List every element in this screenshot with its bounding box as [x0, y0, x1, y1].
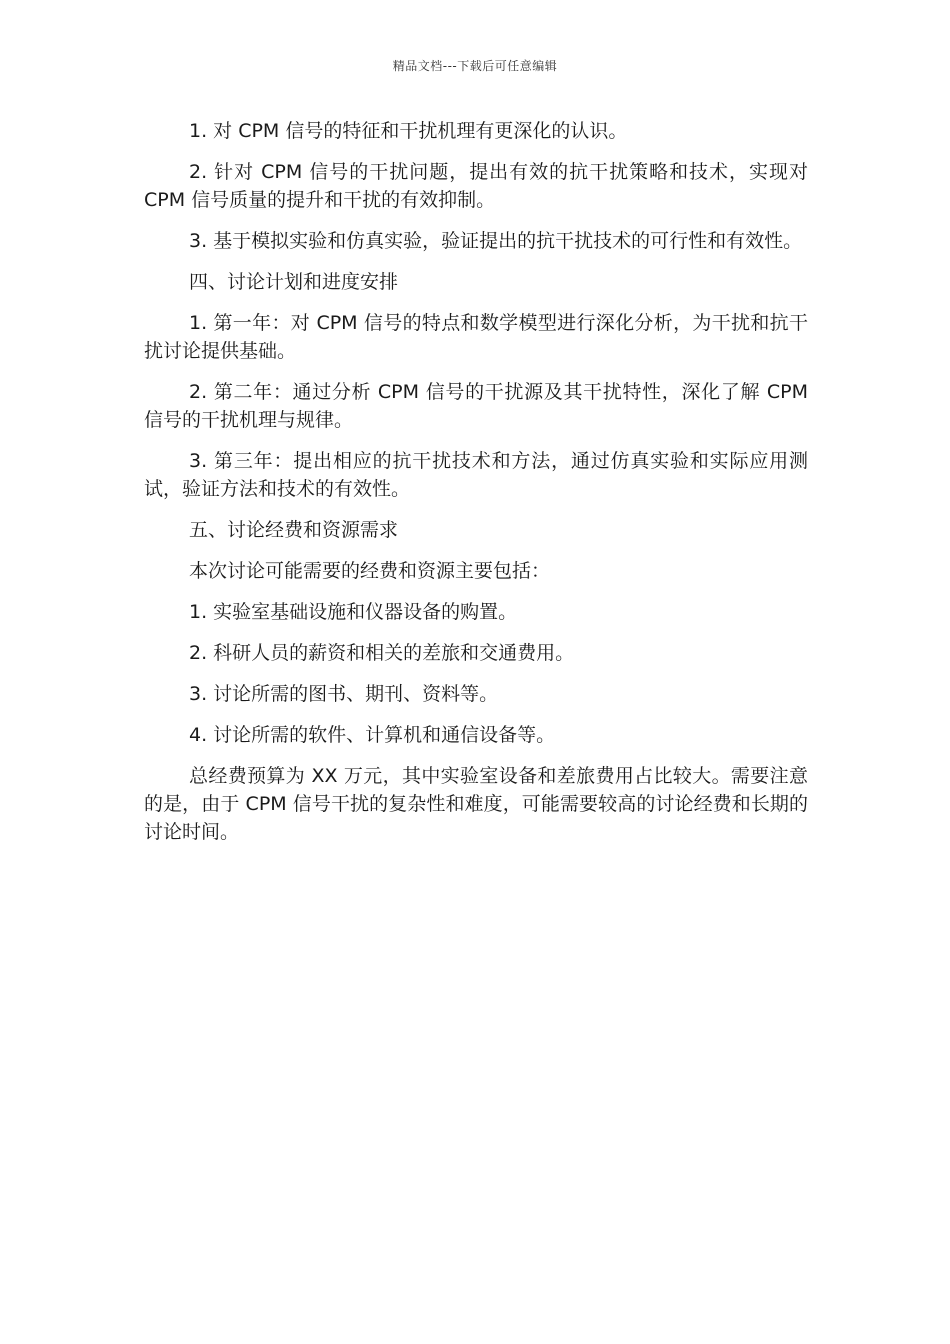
document-body: [144, 117, 808, 859]
paragraph-budget-item-3: 3. 讨论所需的图书、期刊、资料等。: [189, 683, 499, 705]
paragraph-budget-total: 总经费预算为 XX 万元，其中实验室设备和差旅费用占比较大。需要注意的是，由于 CPM 信号干扰的复杂性和难度，可能需要较高的讨论经费和长期的讨论时间。: [144, 765, 808, 843]
paragraph-goal-1: 1. 对 CPM 信号的特征和干扰机理有更深化的认识。: [189, 120, 628, 142]
section-heading-budget: 五、讨论经费和资源需求: [189, 519, 399, 541]
paragraph-budget-intro: 本次讨论可能需要的经费和资源主要包括：: [189, 560, 551, 582]
paragraph-goal-3: 3. 基于模拟实验和仿真实验，验证提出的抗干扰技术的可行性和有效性。: [189, 230, 803, 252]
paragraph-goal-2: 2. 针对 CPM 信号的干扰问题，提出有效的抗干扰策略和技术，实现对 CPM 信号质量的提升和干扰的有效抑制。: [144, 161, 808, 211]
section-heading-schedule: 四、讨论计划和进度安排: [189, 271, 399, 293]
paragraph-year-2: 2. 第二年：通过分析 CPM 信号的干扰源及其干扰特性，深化了解 CPM 信号的干扰机理与规律。: [144, 381, 808, 431]
paragraph-budget-item-1: 1. 实验室基础设施和仪器设备的购置。: [189, 601, 518, 623]
paragraph-budget-item-4: 4. 讨论所需的软件、计算机和通信设备等。: [189, 724, 556, 746]
paragraph-year-1: 1. 第一年：对 CPM 信号的特点和数学模型进行深化分析，为干扰和抗干扰讨论提供基础。: [144, 312, 808, 362]
page-header: 精品文档---下载后可任意编辑: [392, 59, 558, 73]
paragraph-budget-item-2: 2. 科研人员的薪资和相关的差旅和交通费用。: [189, 642, 575, 664]
paragraph-year-3: 3. 第三年：提出相应的抗干扰技术和方法，通过仿真实验和实际应用测试，验证方法和技术的有效性。: [144, 450, 808, 500]
